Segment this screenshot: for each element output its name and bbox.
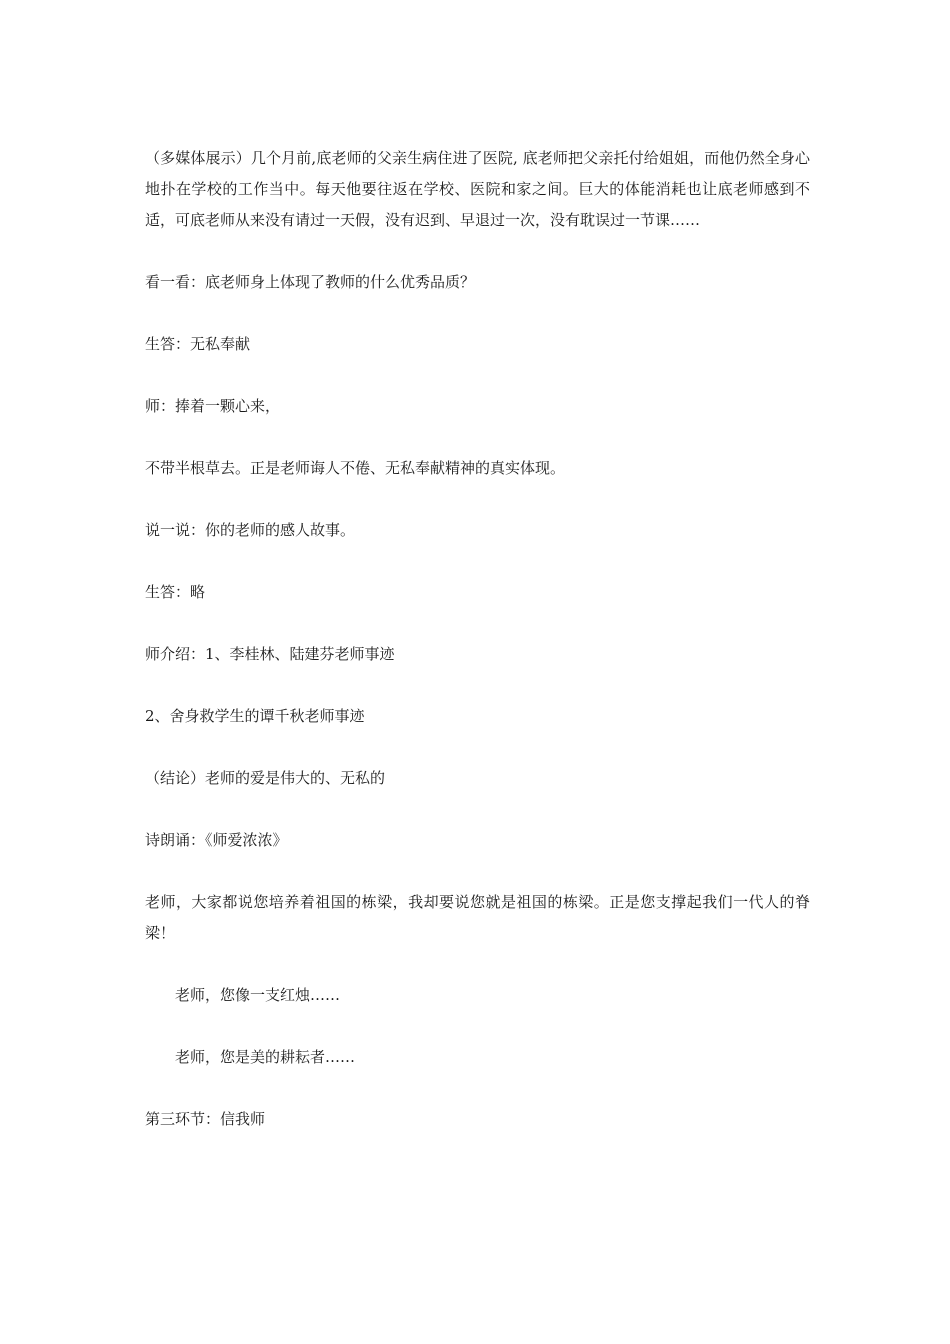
- paragraph-poem-line-candle: 老师，您像一支红烛……: [175, 986, 341, 1004]
- paragraph-say-question: 说一说：你的老师的感人故事。: [145, 521, 356, 539]
- paragraph-poem-title: 诗朗诵：《师爱浓浓》: [145, 831, 288, 849]
- paragraph-section-three-heading: 第三环节：信我师: [145, 1110, 266, 1128]
- paragraph-teacher-line-2: 不带半根草去。正是老师诲人不倦、无私奉献精神的真实体现。: [145, 459, 566, 477]
- paragraph-student-answer-2: 生答：略: [145, 583, 206, 601]
- paragraph-conclusion: （结论）老师的爱是伟大的、无私的: [145, 769, 386, 787]
- paragraph-student-answer-1: 生答：无私奉献: [145, 335, 251, 353]
- document-body: [145, 143, 810, 1166]
- paragraph-multimedia-story: （多媒体展示）几个月前,底老师的父亲生病住进了医院, 底老师把父亲托付给姐姐，而他仍然全身心地扑在学校的工作当中。每天他要往返在学校、医院和家之间。巨大的体能消耗也让底老师感到不适，可底老师从来没有请过一天假，没有迟到、早退过一次，没有耽误过一节课……: [145, 149, 810, 229]
- paragraph-teacher-intro-2: 2、舍身救学生的谭千秋老师事迹: [145, 707, 365, 725]
- paragraph-poem-line-cultivator: 老师，您是美的耕耘者……: [175, 1048, 356, 1066]
- paragraph-poem-body: 老师，大家都说您培养着祖国的栋梁，我却要说您就是祖国的栋梁。正是您支撑起我们一代人的脊梁！: [145, 893, 810, 942]
- paragraph-look-question: 看一看：底老师身上体现了教师的什么优秀品质？: [145, 273, 476, 291]
- paragraph-teacher-intro-1: 师介绍：1、李桂林、陆建芬老师事迹: [145, 645, 395, 663]
- paragraph-teacher-line-1: 师：捧着一颗心来，: [145, 397, 281, 415]
